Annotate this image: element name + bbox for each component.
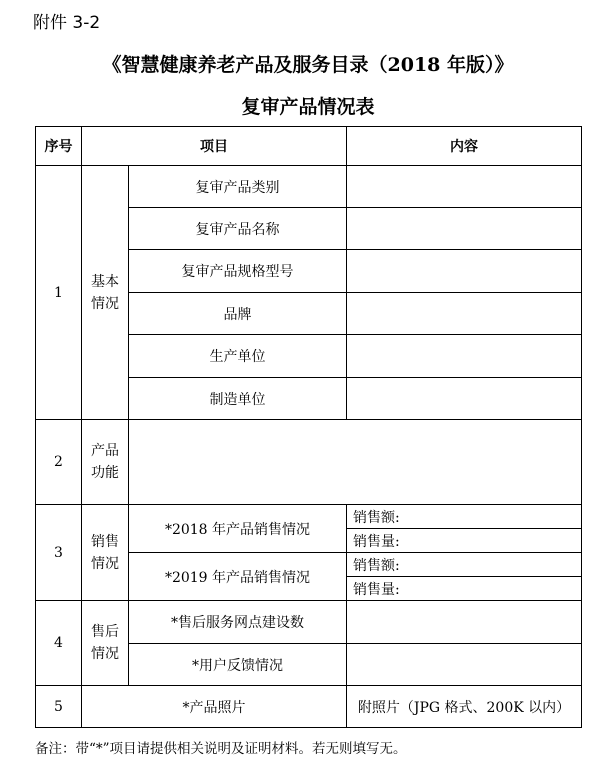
item-cell: 制造单位: [129, 378, 347, 420]
content-input-cell[interactable]: [347, 601, 582, 644]
review-table: [35, 126, 582, 728]
item-cell: 复审产品类别: [129, 166, 347, 208]
content-input-cell[interactable]: [347, 378, 582, 420]
category-cell: [82, 166, 129, 420]
document-title: 《智慧健康养老产品及服务目录（2018 年版）》: [102, 54, 514, 76]
table-row: [36, 166, 582, 208]
category-line: 基本: [91, 273, 119, 290]
attachment-label: 附件 3-2: [33, 13, 101, 33]
category-line: 产品: [91, 443, 119, 459]
function-input-cell[interactable]: [129, 420, 582, 505]
item-cell: *2018 年产品销售情况: [129, 505, 347, 553]
sales-volume-2019[interactable]: 销售量:: [347, 577, 582, 601]
table-row: [36, 505, 582, 529]
content-input-cell[interactable]: [347, 250, 582, 293]
category-line: 售后: [91, 624, 119, 640]
item-cell: 生产单位: [129, 335, 347, 378]
item-cell: *售后服务网点建设数: [129, 601, 347, 644]
row-number: 1: [36, 166, 82, 420]
row-number: 5: [36, 686, 82, 728]
item-cell: *2019 年产品销售情况: [129, 553, 347, 601]
sales-amount-2018[interactable]: 销售额:: [347, 505, 582, 529]
table-row: [36, 686, 582, 728]
category-cell: [82, 601, 129, 686]
content-input-cell[interactable]: [347, 166, 582, 208]
table-title: 复审产品情况表: [241, 96, 375, 118]
category-line: 销售: [91, 533, 119, 550]
category-line: 情况: [91, 555, 119, 572]
content-input-cell[interactable]: [347, 335, 582, 378]
item-cell: *产品照片: [82, 686, 347, 728]
photo-content-cell[interactable]: 附照片（JPG 格式、200K 以内）: [347, 686, 582, 728]
header-no: 序号: [36, 127, 82, 166]
table-row: [36, 601, 582, 644]
row-number: 2: [36, 420, 82, 505]
content-input-cell[interactable]: [347, 208, 582, 250]
category-line: 情况: [91, 646, 119, 662]
category-line: 功能: [91, 465, 119, 481]
sales-volume-2018[interactable]: 销售量:: [347, 529, 582, 553]
row-number: 4: [36, 601, 82, 686]
item-cell: 品牌: [129, 293, 347, 335]
header-row: [36, 127, 582, 166]
category-cell: [82, 505, 129, 601]
content-input-cell[interactable]: [347, 644, 582, 686]
category-line: 情况: [91, 295, 119, 312]
item-cell: 复审产品名称: [129, 208, 347, 250]
content-input-cell[interactable]: [347, 293, 582, 335]
header-content: 内容: [347, 127, 582, 166]
sales-amount-2019[interactable]: 销售额:: [347, 553, 582, 577]
row-number: 3: [36, 505, 82, 601]
footnote: 备注：带“*”项目请提供相关说明及证明材料。若无则填写无。: [35, 741, 407, 757]
item-cell: *用户反馈情况: [129, 644, 347, 686]
table-row: [36, 420, 582, 505]
item-cell: 复审产品规格型号: [129, 250, 347, 293]
category-cell: [82, 420, 129, 505]
header-item: 项目: [82, 127, 347, 166]
